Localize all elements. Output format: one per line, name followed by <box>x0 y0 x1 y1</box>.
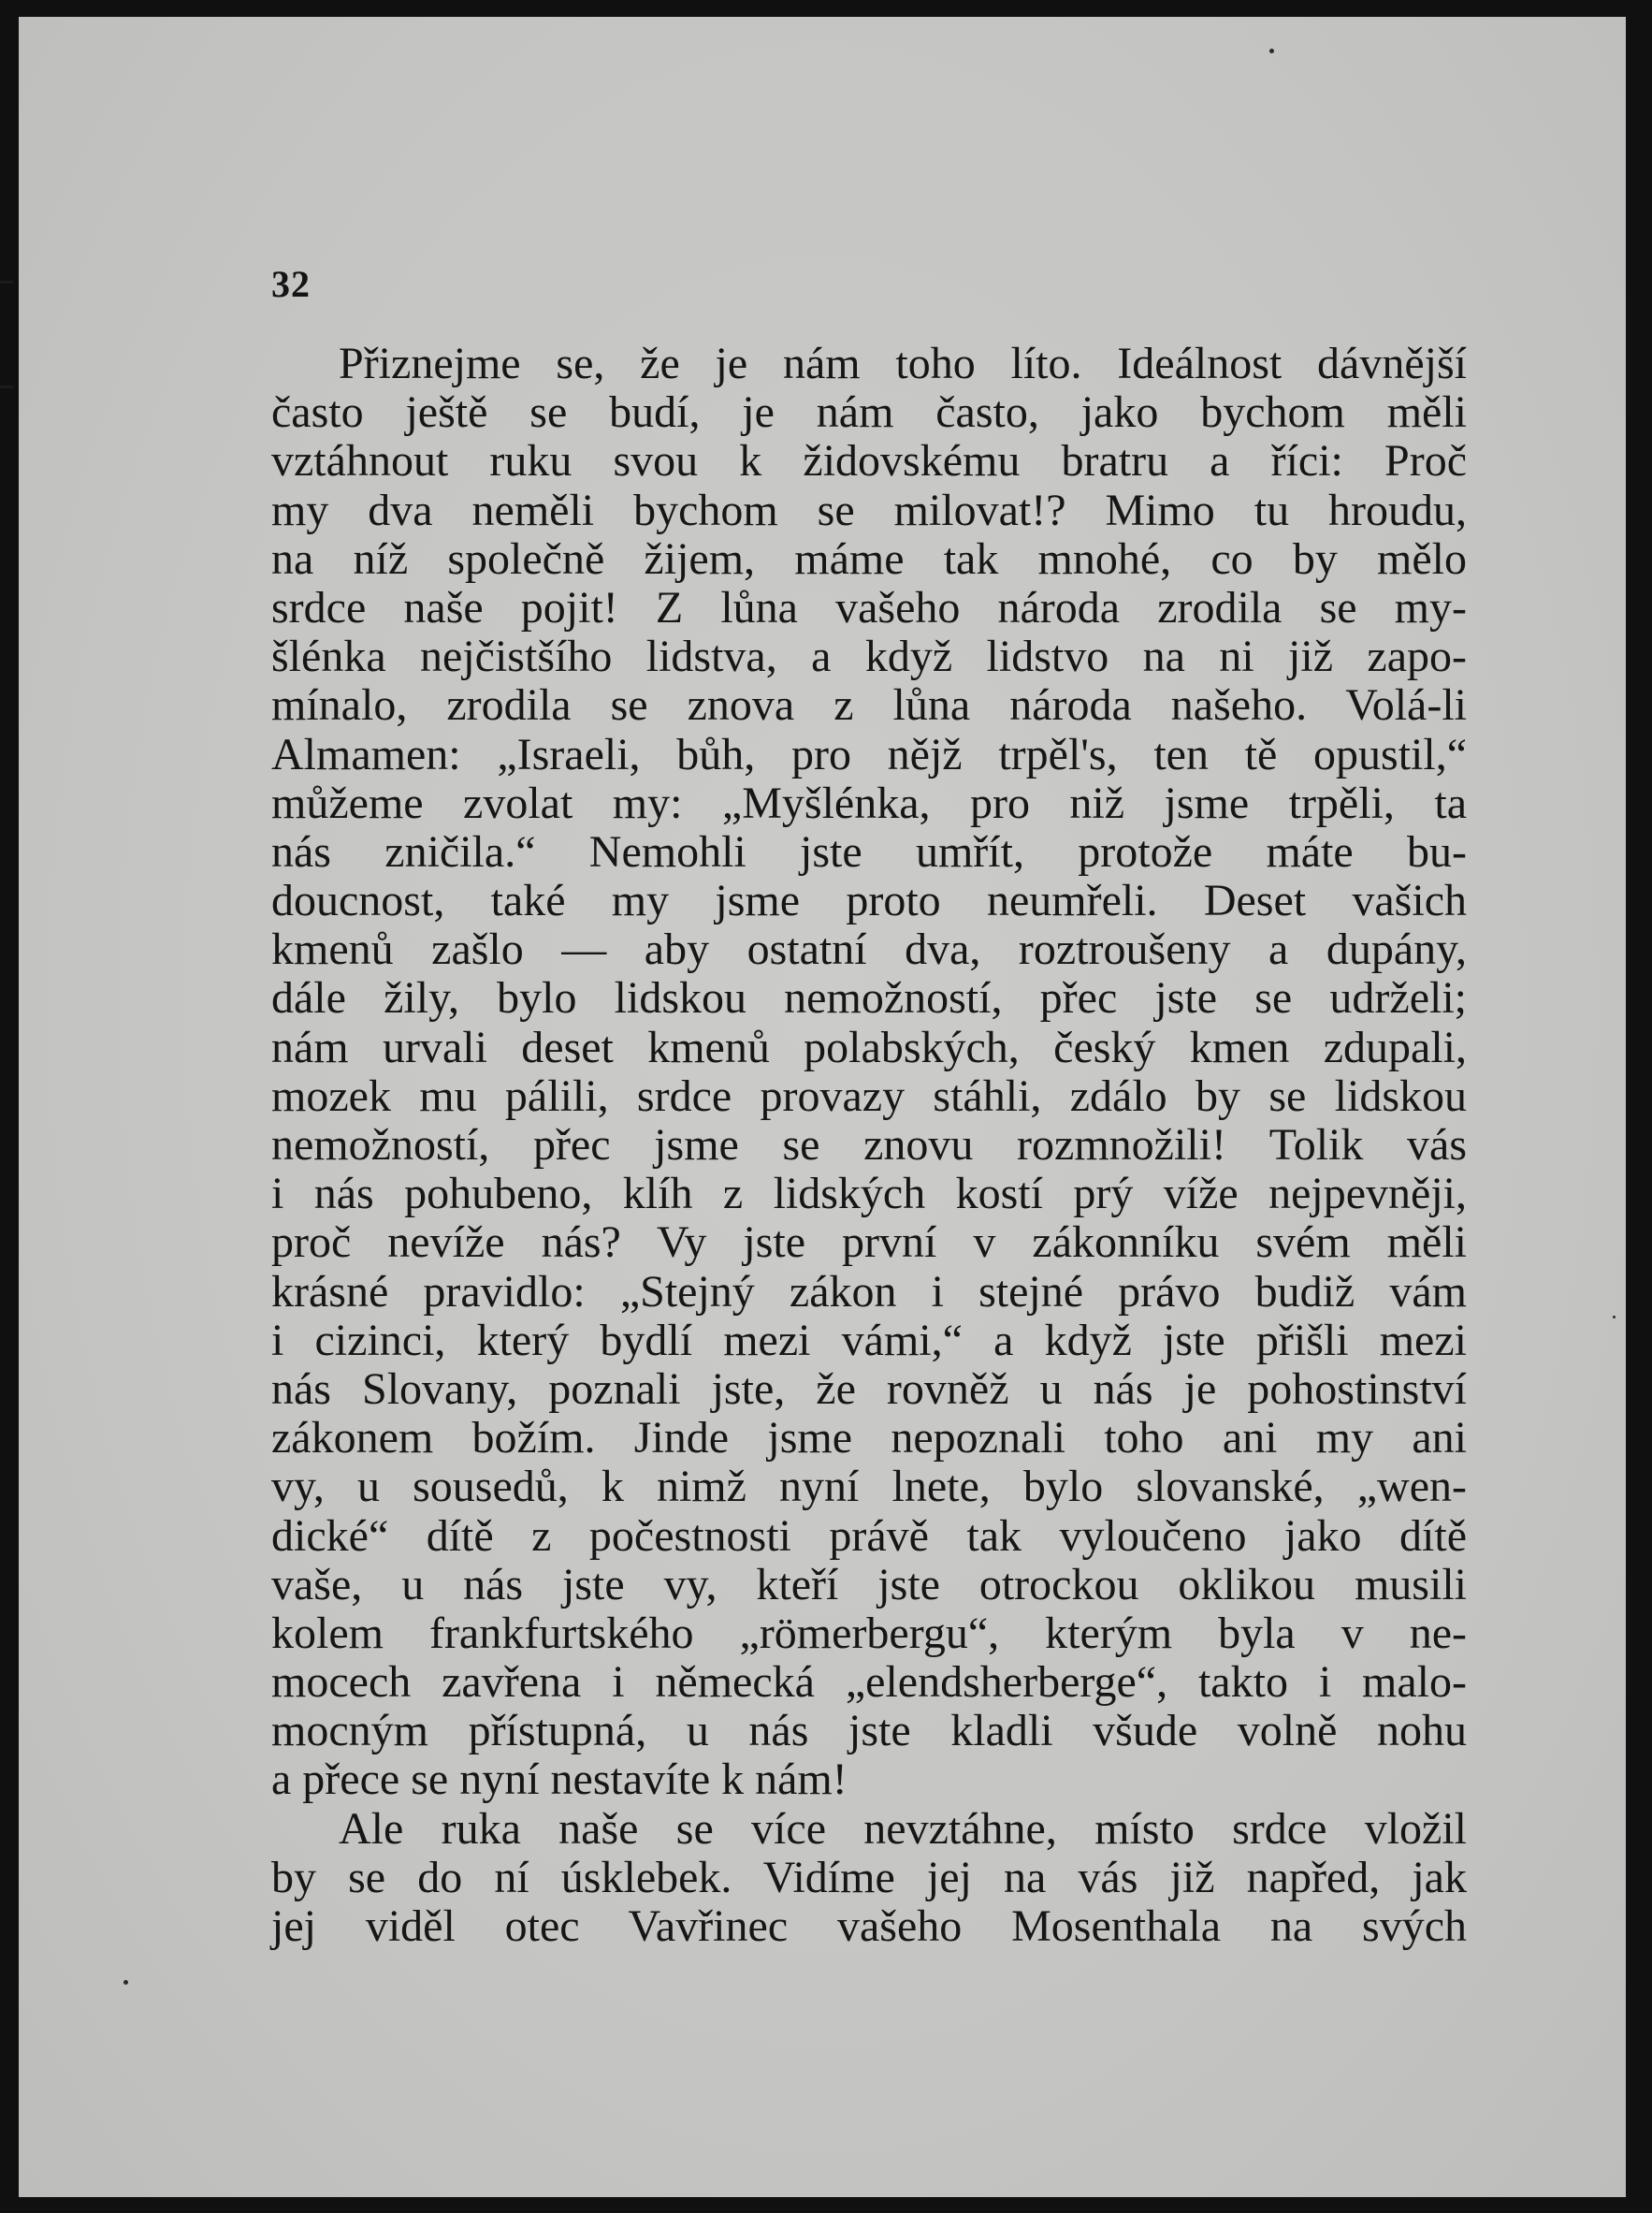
text-line: Ale ruka naše se více nevztáhne, místo srdce vložil <box>339 1803 1467 1854</box>
dust-speck <box>1613 1316 1616 1318</box>
text-line: mínalo, zrodila se znova z lůna národa našeho. Volá-li <box>271 680 1467 731</box>
text-line: vaše, u nás jste vy, kteří jste otrockou oklikou musili <box>271 1559 1467 1609</box>
text-line: nám urvali deset kmenů polabských, český kmen zdupali, <box>271 1022 1467 1072</box>
text-line: i nás pohubeno, klíh z lidských kostí prý víže nejpevněji, <box>271 1169 1467 1219</box>
text-line: by se do ní úsklebek. Vidíme jej na vás již napřed, jak <box>271 1852 1467 1902</box>
text-line: můžeme zvolat my: „Myšlénka, pro niž jsme trpěli, ta <box>271 778 1467 828</box>
text-line: kolem frankfurtského „römerbergu“, kterým byla v ne- <box>271 1608 1467 1658</box>
text-line: doucnost, také my jsme proto neumřeli. Deset vašich <box>271 876 1467 926</box>
body-text <box>271 340 1467 1951</box>
text-line: zákonem božím. Jinde jsme nepoznali toho ani my ani <box>271 1413 1467 1463</box>
page-number: 32 <box>271 263 311 305</box>
text-line: šlénka nejčistšího lidstva, a když lidstvo na ni již zapo- <box>271 632 1467 682</box>
text-line: a přece se nyní nestavíte k nám! <box>271 1754 848 1805</box>
text-line: často ještě se budí, je nám často, jako bychom měli <box>271 387 1467 438</box>
text-line: jej viděl otec Vavřinec vašeho Mosenthala na svých <box>271 1901 1467 1951</box>
text-line: Přiznejme se, že je nám toho líto. Ideálnost dávnější <box>339 339 1467 388</box>
text-line: nemožností, přec jsme se znovu rozmnožili! Tolik vás <box>271 1120 1467 1170</box>
text-line: krásné pravidlo: „Stejný zákon i stejné právo budiž vám <box>271 1266 1467 1317</box>
text-line: mocným přístupná, u nás jste kladli všude volně nohu <box>271 1706 1467 1756</box>
dust-speck <box>123 1980 128 1985</box>
edge-mark <box>0 386 13 388</box>
text-line: dále žily, bylo lidskou nemožností, přec jste se udrželi; <box>271 973 1467 1024</box>
text-line: mozek mu pálili, srdce provazy stáhli, zdálo by se lidskou <box>271 1070 1467 1121</box>
text-line: my dva neměli bychom se milovat!? Mimo tu hroudu, <box>271 485 1467 535</box>
text-line: nás zničila.“ Nemohli jste umřít, protože máte bu- <box>271 826 1467 877</box>
dust-speck <box>1269 49 1274 53</box>
text-line: vy, u sousedů, k nimž nyní lnete, bylo slovanské, „wen- <box>271 1462 1467 1512</box>
text-line: mocech zavřena i německá „elendsherberge“, takto i malo- <box>271 1657 1467 1708</box>
text-line: dické“ dítě z počestnosti právě tak vyloučeno jako dítě <box>271 1510 1467 1561</box>
book-page <box>19 17 1626 2197</box>
text-line: nás Slovany, poznali jste, že rovněž u nás je pohostinství <box>271 1363 1467 1414</box>
text-line: vztáhnout ruku svou k židovskému bratru a říci: Proč <box>271 436 1467 487</box>
text-line: kmenů zašlo — aby ostatní dva, roztroušeny a dupány, <box>271 925 1467 975</box>
text-line: proč nevíže nás? Vy jste první v zákonníku svém měli <box>271 1217 1467 1268</box>
edge-mark <box>0 281 13 284</box>
text-line: na níž společně žijem, máme tak mnohé, co by mělo <box>271 533 1467 584</box>
text-line: i cizinci, který bydlí mezi vámi,“ a když jste přišli mezi <box>271 1315 1467 1365</box>
text-line: Almamen: „Israeli, bůh, pro nějž trpěl's, ten tě opustil,“ <box>271 729 1467 779</box>
text-line: srdce naše pojit! Z lůna vašeho národa zrodila se my- <box>271 582 1467 633</box>
